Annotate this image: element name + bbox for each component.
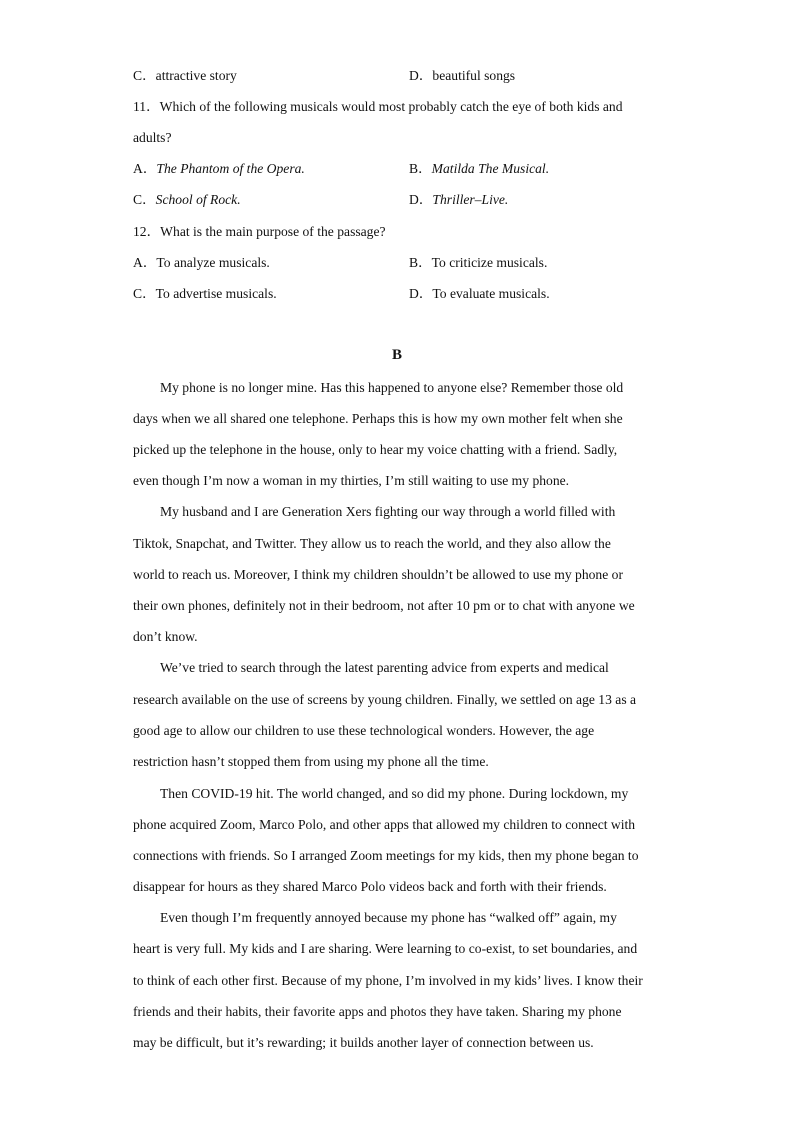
q11-option-d-text: Thriller–Live. bbox=[432, 192, 509, 207]
q11-option-a-label: A． bbox=[133, 161, 157, 176]
passage-line: My phone is no longer mine. Has this happened to anyone else? Remember those old bbox=[160, 380, 624, 395]
passage-line: Even though I’m frequently annoyed because my phone has “walked off” again, my bbox=[160, 910, 617, 925]
q11-option-d-label: D． bbox=[409, 192, 433, 207]
passage-line: friends and their habits, their favorite apps and photos they have taken. Sharing my phone bbox=[133, 1004, 622, 1019]
q11-stem-line2: adults? bbox=[133, 130, 172, 145]
passage-line: We’ve tried to search through the latest parenting advice from experts and medical bbox=[160, 660, 609, 675]
q11-stem-line1: 11．Which of the following musicals would most probably catch the eye of both kids and bbox=[133, 99, 623, 114]
passage-line: phone acquired Zoom, Marco Polo, and other apps that allowed my children to connect with bbox=[133, 817, 636, 832]
q12-option-b: B．To criticize musicals. bbox=[409, 255, 548, 270]
passage-line: restriction hasn’t stopped them from using my phone all the time. bbox=[133, 754, 489, 769]
passage-line: My husband and I are Generation Xers fighting our way through a world filled with bbox=[160, 504, 616, 519]
section-title: B bbox=[391, 347, 402, 363]
q11-option-c-label: C． bbox=[133, 192, 156, 207]
passage-line: research available on the use of screens by young children. Finally, we settled on age 13 as a bbox=[133, 692, 637, 707]
q10-option-d: D．beautiful songs bbox=[409, 68, 516, 83]
q12-option-a: A．To analyze musicals. bbox=[133, 255, 270, 270]
passage-line: days when we all shared one telephone. Perhaps this is how my own mother felt when she bbox=[133, 411, 623, 426]
q11-option-b-label: B． bbox=[409, 161, 432, 176]
passage-line: good age to allow our children to use these technological wonders. However, the age bbox=[133, 723, 595, 738]
passage-line: world to reach us. Moreover, I think my children shouldn’t be allowed to use my phone or bbox=[133, 567, 623, 582]
passage-line: may be difficult, but it’s rewarding; it builds another layer of connection between us. bbox=[133, 1035, 594, 1050]
passage-line: picked up the telephone in the house, only to hear my voice chatting with a friend. Sadly, bbox=[133, 442, 618, 457]
passage-line: heart is very full. My kids and I are sharing. Were learning to co-exist, to set boundaries, and bbox=[133, 941, 638, 956]
passage-line: connections with friends. So I arranged Zoom meetings for my kids, then my phone began to bbox=[133, 848, 639, 863]
passage-line: don’t know. bbox=[133, 629, 198, 644]
q12-option-d: D．To evaluate musicals. bbox=[409, 286, 550, 301]
passage-line: to think of each other first. Because of my phone, I’m involved in my kids’ lives. I know their bbox=[133, 973, 643, 988]
passage-line: Then COVID-19 hit. The world changed, and so did my phone. During lockdown, my bbox=[160, 786, 629, 801]
q11-option-a-text: The Phantom of the Opera. bbox=[156, 161, 305, 176]
passage-line: Tiktok, Snapchat, and Twitter. They allow us to reach the world, and they also allow the bbox=[133, 536, 611, 551]
q12-stem: 12．What is the main purpose of the passage? bbox=[133, 224, 386, 239]
q11-option-a bbox=[133, 160, 305, 178]
q11-option-c-text: School of Rock. bbox=[155, 192, 241, 207]
q12-option-c: C．To advertise musicals. bbox=[133, 286, 277, 301]
q11-option-c bbox=[133, 191, 241, 209]
q11-option-b bbox=[409, 160, 549, 178]
q11-option-b-text: Matilda The Musical. bbox=[431, 161, 550, 176]
passage-line: their own phones, definitely not in their bedroom, not after 10 pm or to chat with anyone we bbox=[133, 598, 635, 613]
q10-option-c: C．attractive story bbox=[133, 68, 237, 83]
q11-option-d bbox=[409, 191, 508, 209]
passage-line: even though I’m now a woman in my thirties, I’m still waiting to use my phone. bbox=[133, 473, 570, 488]
passage-line: disappear for hours as they shared Marco Polo videos back and forth with their friends. bbox=[133, 879, 607, 894]
